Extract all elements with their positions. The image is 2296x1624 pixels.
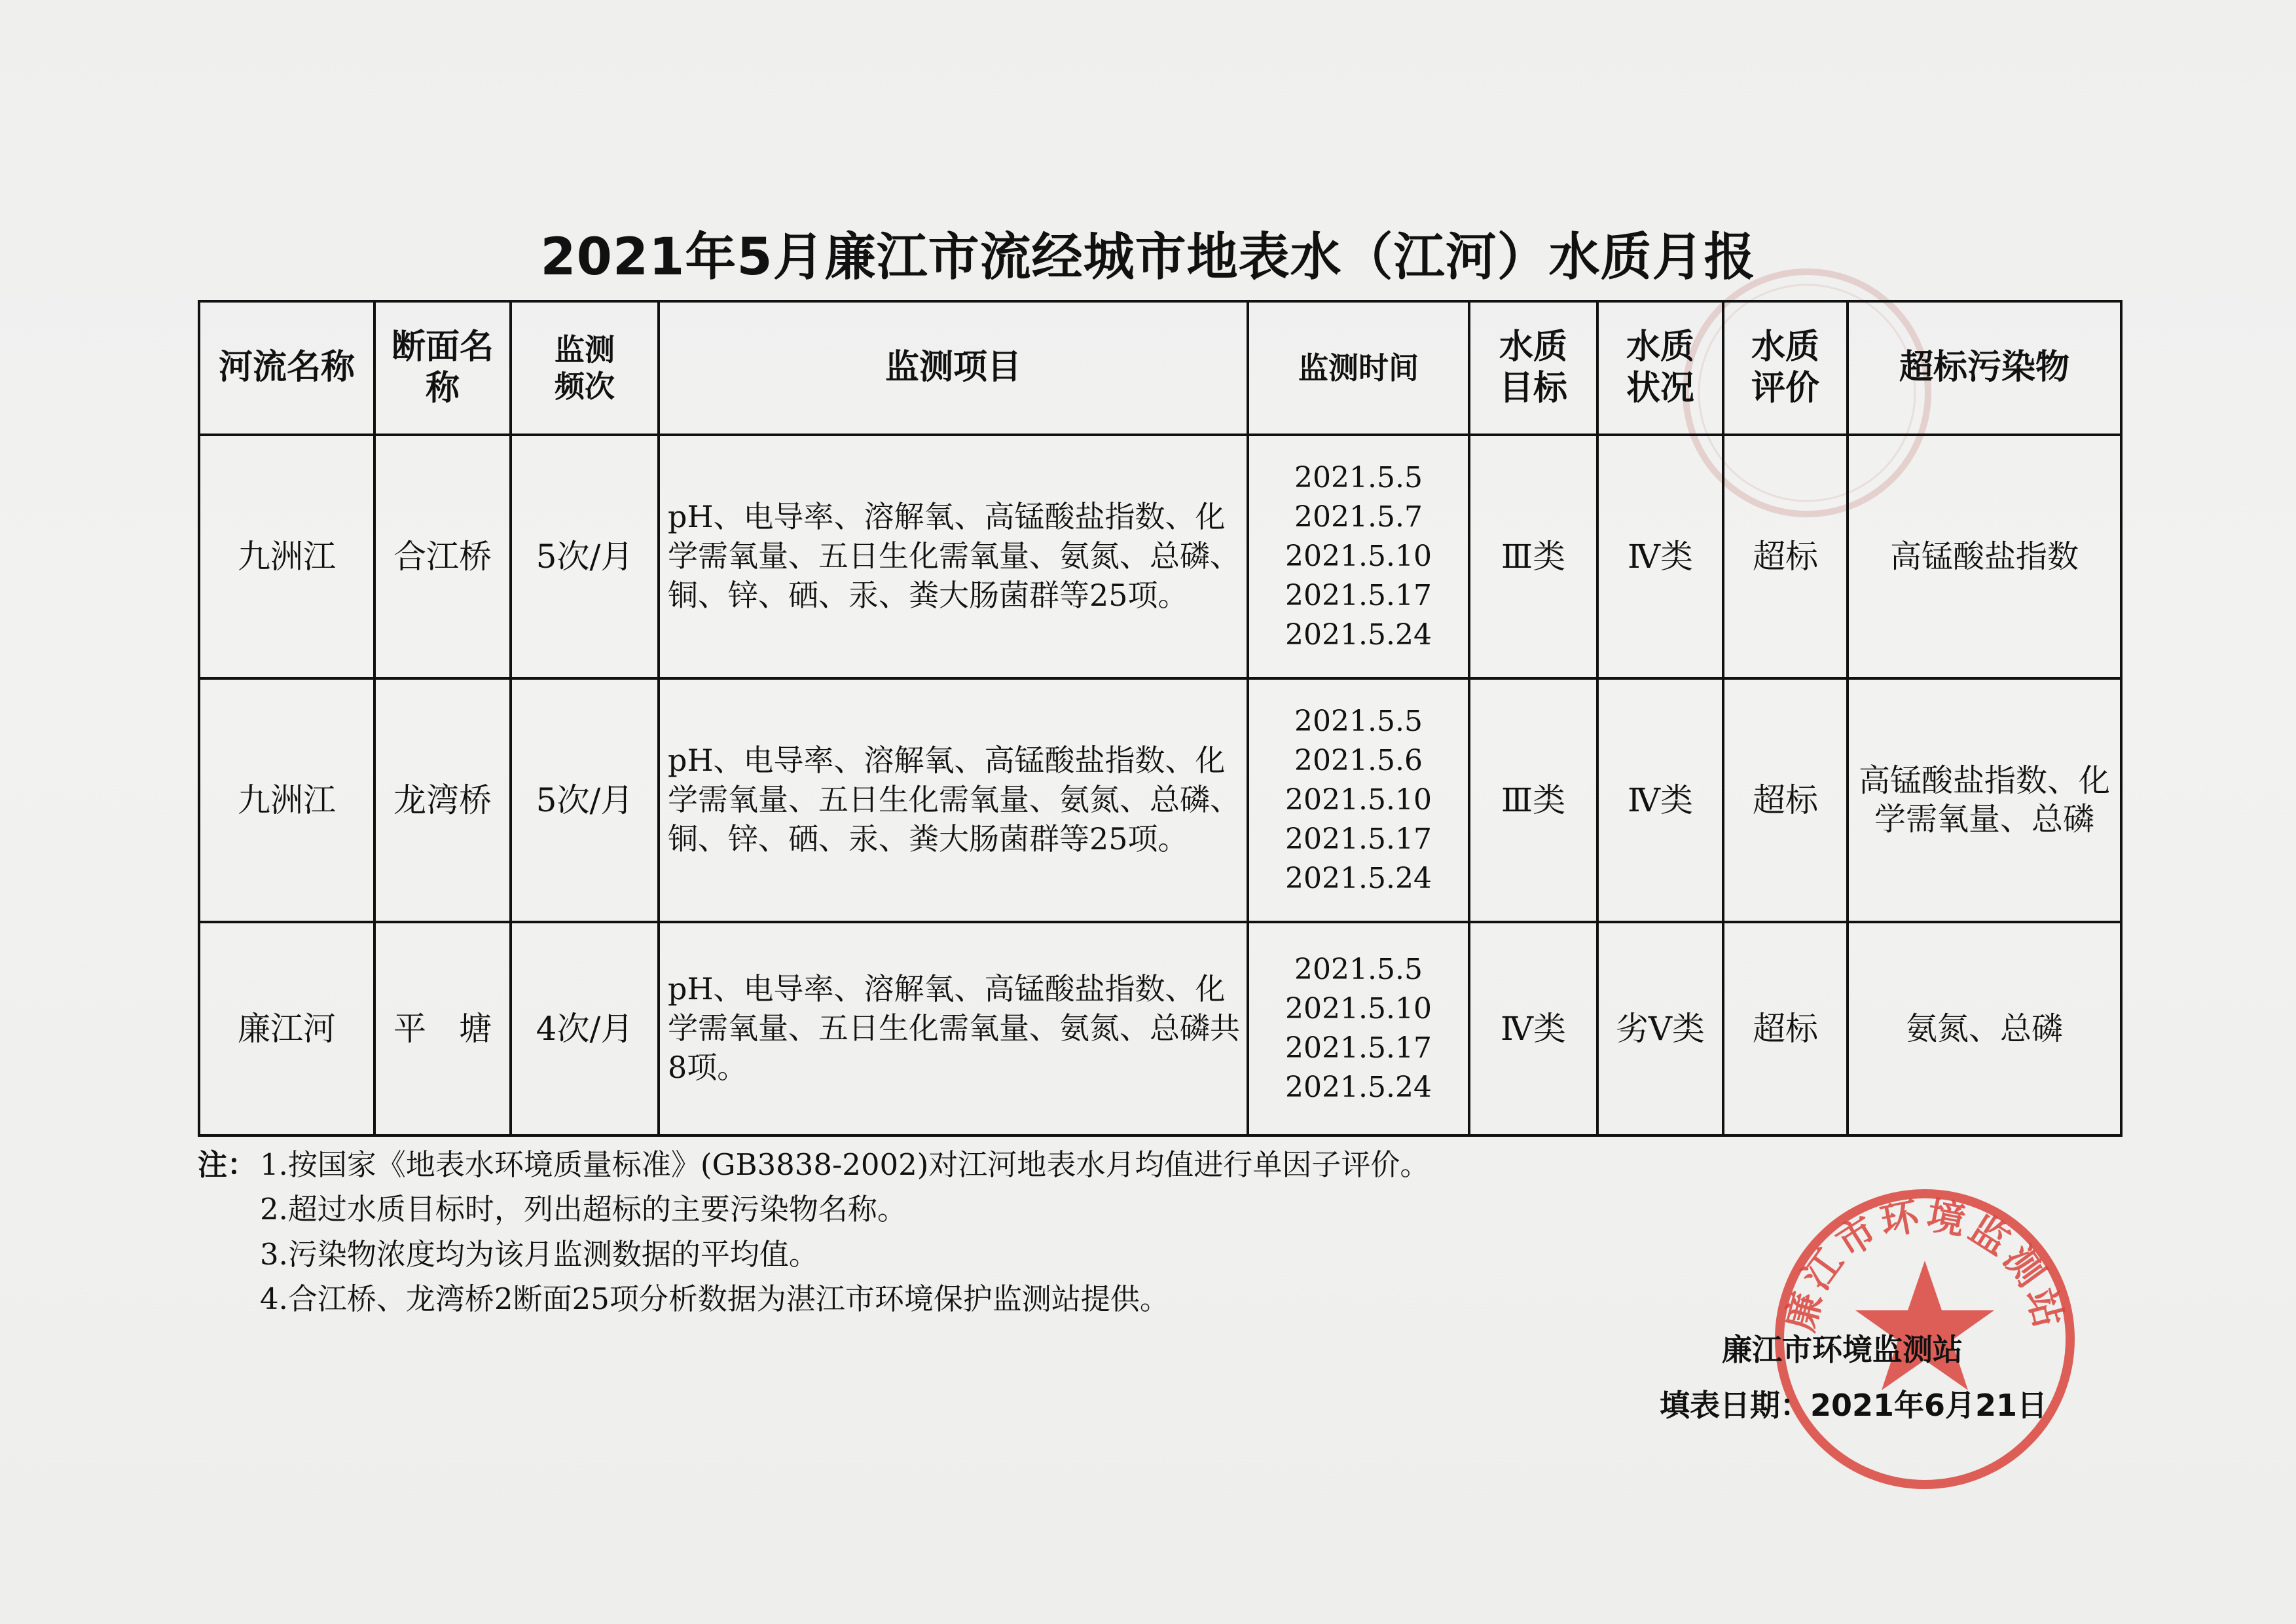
cell-section: 平 塘 bbox=[374, 922, 511, 1135]
date-entry: 2021.5.24 bbox=[1285, 1070, 1432, 1104]
cell-status: Ⅳ类 bbox=[1597, 678, 1723, 922]
header-evaluation: 水质评价 bbox=[1723, 301, 1848, 435]
cell-evaluation: 超标 bbox=[1723, 922, 1848, 1135]
water-quality-table bbox=[198, 300, 2123, 1137]
cell-frequency: 5次/月 bbox=[511, 678, 659, 922]
date-entry: 2021.5.10 bbox=[1285, 540, 1432, 574]
table-header-row bbox=[199, 301, 2121, 435]
cell-dates bbox=[1248, 435, 1469, 678]
cell-pollutants: 高锰酸盐指数 bbox=[1848, 435, 2121, 678]
cell-dates bbox=[1248, 678, 1469, 922]
table-row bbox=[199, 922, 2121, 1135]
fill-date-value: 2021年6月21日 bbox=[1810, 1388, 2048, 1423]
date-entry: 2021.5.6 bbox=[1294, 744, 1423, 778]
svg-text:廉江市环境监测站: 廉江市环境监测站 bbox=[1777, 1192, 2072, 1336]
cell-target: Ⅲ类 bbox=[1469, 678, 1597, 922]
header-status: 水质状况 bbox=[1597, 301, 1723, 435]
table-row bbox=[199, 435, 2121, 678]
cell-evaluation: 超标 bbox=[1723, 678, 1848, 922]
cell-target: Ⅲ类 bbox=[1469, 435, 1597, 678]
cell-section: 龙湾桥 bbox=[374, 678, 511, 922]
note-item: 注： 1.按国家《地表水环境质量标准》(GB3838-2002)对江河地表水月均值进行单因子评价。 bbox=[198, 1143, 1429, 1187]
date-entry: 2021.5.5 bbox=[1294, 953, 1423, 987]
date-entry: 2021.5.17 bbox=[1285, 1031, 1432, 1065]
cell-status: Ⅳ类 bbox=[1597, 435, 1723, 678]
date-entry: 2021.5.5 bbox=[1294, 461, 1423, 495]
cell-section: 合江桥 bbox=[374, 435, 511, 678]
date-entry: 2021.5.17 bbox=[1285, 578, 1432, 612]
report-title: 2021年5月廉江市流经城市地表水（江河）水质月报 bbox=[540, 228, 1756, 287]
cell-items: pH、电导率、溶解氧、高锰酸盐指数、化学需氧量、五日生化需氧量、氨氮、总磷共8项。 bbox=[659, 922, 1248, 1135]
cell-frequency: 5次/月 bbox=[511, 435, 659, 678]
header-frequency: 监测频次 bbox=[511, 301, 659, 435]
header-river: 河流名称 bbox=[199, 301, 374, 435]
cell-items: pH、电导率、溶解氧、高锰酸盐指数、化学需氧量、五日生化需氧量、氨氮、总磷、铜、锌、硒、汞、粪大肠菌群等25项。 bbox=[659, 435, 1248, 678]
cell-status: 劣Ⅴ类 bbox=[1597, 922, 1723, 1135]
header-items: 监测项目 bbox=[659, 301, 1248, 435]
date-entry: 2021.5.17 bbox=[1285, 822, 1432, 856]
cell-items: pH、电导率、溶解氧、高锰酸盐指数、化学需氧量、五日生化需氧量、氨氮、总磷、铜、锌、硒、汞、粪大肠菌群等25项。 bbox=[659, 678, 1248, 922]
note-item: 2.超过水质目标时，列出超标的主要污染物名称。 bbox=[260, 1192, 907, 1227]
header-time: 监测时间 bbox=[1248, 301, 1469, 435]
notes-prefix: 注： bbox=[198, 1147, 257, 1182]
fill-date bbox=[1660, 1382, 2047, 1425]
cell-frequency: 4次/月 bbox=[511, 922, 659, 1135]
cell-river: 廉江河 bbox=[199, 922, 374, 1135]
date-entry: 2021.5.10 bbox=[1285, 992, 1432, 1026]
date-entry: 2021.5.10 bbox=[1285, 783, 1432, 817]
note-item: 4.合江桥、龙湾桥2断面25项分析数据为湛江市环境保护监测站提供。 bbox=[260, 1282, 1169, 1317]
organization-name: 廉江市环境监测站 bbox=[1722, 1332, 1963, 1367]
cell-pollutants: 氨氮、总磷 bbox=[1848, 922, 2121, 1135]
cell-evaluation: 超标 bbox=[1723, 435, 1848, 678]
date-entry: 2021.5.7 bbox=[1294, 500, 1423, 534]
date-entry: 2021.5.24 bbox=[1285, 618, 1432, 652]
fill-date-label: 填表日期： bbox=[1660, 1388, 1810, 1423]
table-row bbox=[199, 678, 2121, 922]
cell-target: Ⅳ类 bbox=[1469, 922, 1597, 1135]
cell-pollutants: 高锰酸盐指数、化学需氧量、总磷 bbox=[1848, 678, 2121, 922]
cell-dates bbox=[1248, 922, 1469, 1135]
header-section: 断面名称 bbox=[374, 301, 511, 435]
notes-section bbox=[198, 1143, 1429, 1322]
date-entry: 2021.5.5 bbox=[1294, 705, 1423, 739]
cell-river: 九洲江 bbox=[199, 678, 374, 922]
cell-river: 九洲江 bbox=[199, 435, 374, 678]
header-pollutants: 超标污染物 bbox=[1848, 301, 2121, 435]
header-target: 水质目标 bbox=[1469, 301, 1597, 435]
date-entry: 2021.5.24 bbox=[1285, 861, 1432, 895]
note-item: 3.污染物浓度均为该月监测数据的平均值。 bbox=[260, 1236, 818, 1272]
